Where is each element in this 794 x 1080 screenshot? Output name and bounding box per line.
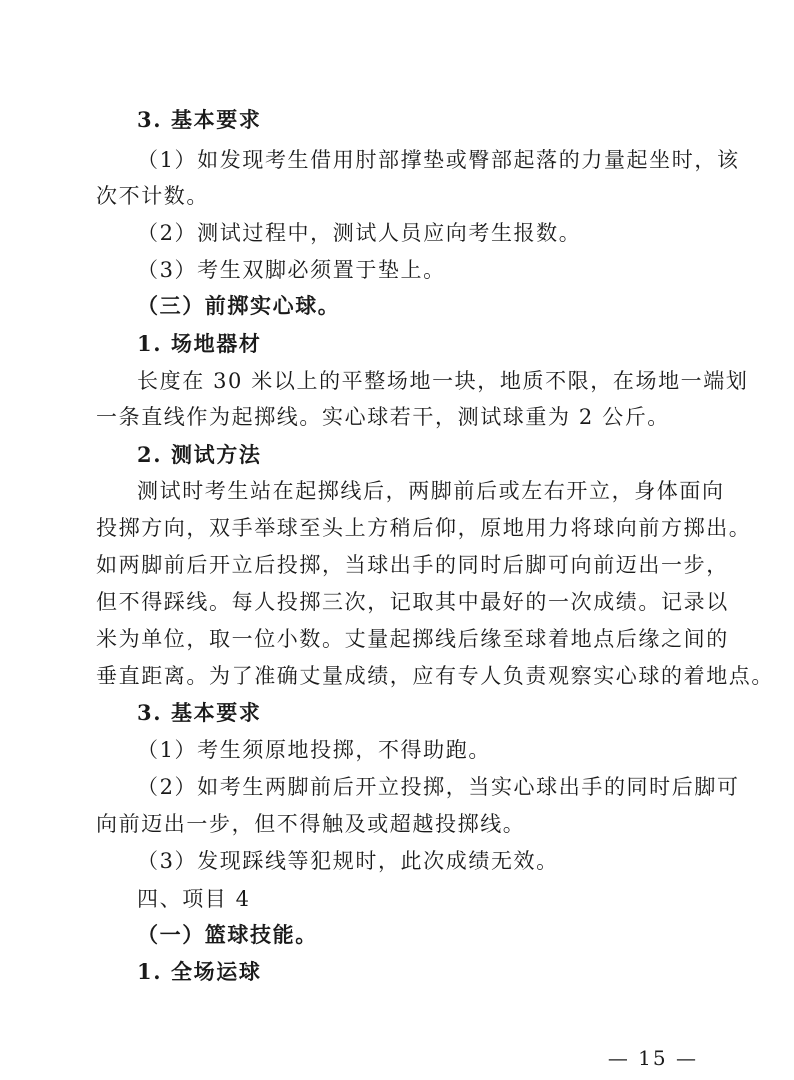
paragraph-line: （2）测试过程中，测试人员应向考生报数。 <box>137 221 582 245</box>
paragraph-line: （3）发现踩线等犯规时，此次成绩无效。 <box>137 849 559 873</box>
page-number: — 15 — <box>607 1046 698 1070</box>
paragraph-line: 但不得踩线。每人投掷三次，记取其中最好的一次成绩。记录以 <box>96 590 729 614</box>
paragraph-line: 一条直线作为起掷线。实心球若干，测试球重为 2 公斤。 <box>96 405 670 429</box>
section-heading-venue-equipment: 1. 场地器材 <box>137 331 262 356</box>
section-heading-medicine-ball: （三）前掷实心球。 <box>137 293 341 318</box>
paragraph-line: （2）如考生两脚前后开立投掷，当实心球出手的同时后脚可 <box>137 775 740 799</box>
paragraph-line: 向前迈出一步，但不得触及或超越投掷线。 <box>96 812 526 836</box>
paragraph-line: （1）如发现考生借用肘部撑垫或臀部起落的力量起坐时，该 <box>137 148 740 172</box>
paragraph-line: 次不计数。 <box>96 184 209 208</box>
section-heading-test-method: 2. 测试方法 <box>137 442 262 467</box>
paragraph-line: 测试时考生站在起掷线后，两脚前后或左右开立，身体面向 <box>137 479 725 503</box>
paragraph-line: （3）考生双脚必须置于垫上。 <box>137 258 446 282</box>
section-heading-basic-requirements-1: 3. 基本要求 <box>137 107 262 132</box>
section-heading-full-court-dribble: 1. 全场运球 <box>137 959 262 984</box>
section-heading-basic-requirements-2: 3. 基本要求 <box>137 700 262 725</box>
paragraph-line: 长度在 30 米以上的平整场地一块，地质不限，在场地一端划 <box>137 369 749 393</box>
paragraph-line: 投掷方向，双手举球至头上方稍后仰，原地用力将球向前方掷出。 <box>96 516 752 540</box>
paragraph-line: 米为单位，取一位小数。丈量起掷线后缘至球着地点后缘之间的 <box>96 627 729 651</box>
paragraph-line: 如两脚前后开立后投掷，当球出手的同时后脚可向前迈出一步， <box>96 553 729 577</box>
paragraph-line: 垂直距离。为了准确丈量成绩，应有专人负责观察实心球的着地点。 <box>96 664 774 688</box>
section-heading-item-4: 四、项目 4 <box>137 887 251 911</box>
section-heading-basketball: （一）篮球技能。 <box>137 922 318 947</box>
paragraph-line: （1）考生须原地投掷，不得助跑。 <box>137 738 491 762</box>
